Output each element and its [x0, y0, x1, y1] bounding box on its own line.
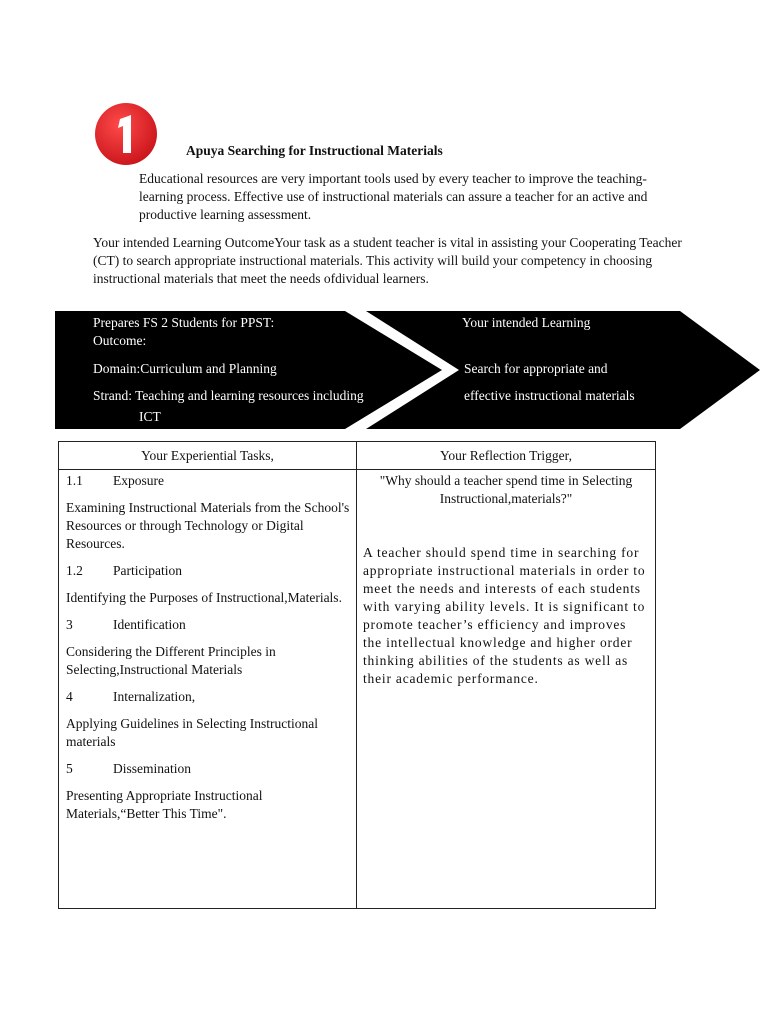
tasks-table — [58, 441, 656, 909]
intro-paragraph-1: Educational resources are very important tools used by every teacher to improve the teaching-learning process. Effective use of instructional materials can assure a teacher for an active and productive learning assessment. — [139, 171, 648, 222]
task-heading — [66, 472, 350, 490]
reflection-answer: A teacher should spend time in searching for appropriate instructional materials in order to meet the needs and interests of each students with varying ability levels. It is significant to promote teacher’s efficiency and improves the intellectual knowledge and higher order thinking abilities of the students as well as their academic performance. — [363, 545, 646, 686]
task-heading — [66, 616, 350, 634]
task-number: 5 — [66, 761, 73, 776]
task-number: 4 — [66, 689, 73, 704]
task-name: Internalization, — [113, 689, 196, 704]
task-description: Applying Guidelines in Selecting Instructional materials — [66, 716, 318, 749]
banner-line: Search for appropriate and — [464, 361, 608, 376]
task-number: 1.2 — [66, 563, 83, 578]
task-description: Considering the Different Principles in Selecting,Instructional Materials — [66, 644, 276, 677]
banner-line: Your intended Learning — [462, 315, 591, 330]
banner-line: Prepares FS 2 Students for PPST: — [93, 315, 275, 330]
banner-line: Strand: Teaching and learning resources including — [93, 388, 364, 403]
task-description: Identifying the Purposes of Instructional,Materials. — [66, 590, 342, 605]
task-description: Presenting Appropriate Instructional Materials,“Better This Time". — [66, 788, 263, 821]
task-name: Identification — [113, 617, 186, 632]
task-name: Participation — [113, 563, 182, 578]
banner-line: Outcome: — [93, 333, 147, 348]
task-number: 1.1 — [66, 473, 83, 488]
task-number: 3 — [66, 617, 73, 632]
reflection-cell — [357, 470, 656, 909]
page-title: Apuya Searching for Instructional Materials — [186, 143, 443, 158]
task-description: Examining Instructional Materials from the School's Resources or through Technology or Digital Resources. — [66, 500, 350, 551]
task-heading — [66, 760, 350, 778]
banner-right-text — [462, 314, 635, 405]
task-heading — [66, 562, 350, 580]
banner-left-text — [93, 314, 398, 428]
table-header-row — [59, 442, 656, 470]
header-reflection-trigger: Your Reflection Trigger, — [357, 442, 656, 470]
task-heading — [66, 688, 350, 706]
number-badge-icon — [94, 102, 158, 166]
banner-line: ICT — [139, 409, 161, 424]
reflection-question: "Why should a teacher spend time in Selecting Instructional,materials?" — [379, 473, 633, 506]
banner-line: Domain:Curriculum and Planning — [93, 361, 277, 376]
banner-line: effective instructional materials — [464, 388, 635, 403]
task-name: Exposure — [113, 473, 164, 488]
task-name: Dissemination — [113, 761, 191, 776]
intro-paragraph-2: Your intended Learning OutcomeYour task as a student teacher is vital in assisting your Cooperating Teacher (CT) to search appropriate instructional materials. This activity will build your competency in choosing instructional materials that meet the needs ofdividual learners. — [93, 235, 682, 286]
tasks-cell — [59, 470, 357, 909]
table-row — [59, 470, 656, 909]
header-experiential-tasks: Your Experiential Tasks, — [59, 442, 357, 470]
